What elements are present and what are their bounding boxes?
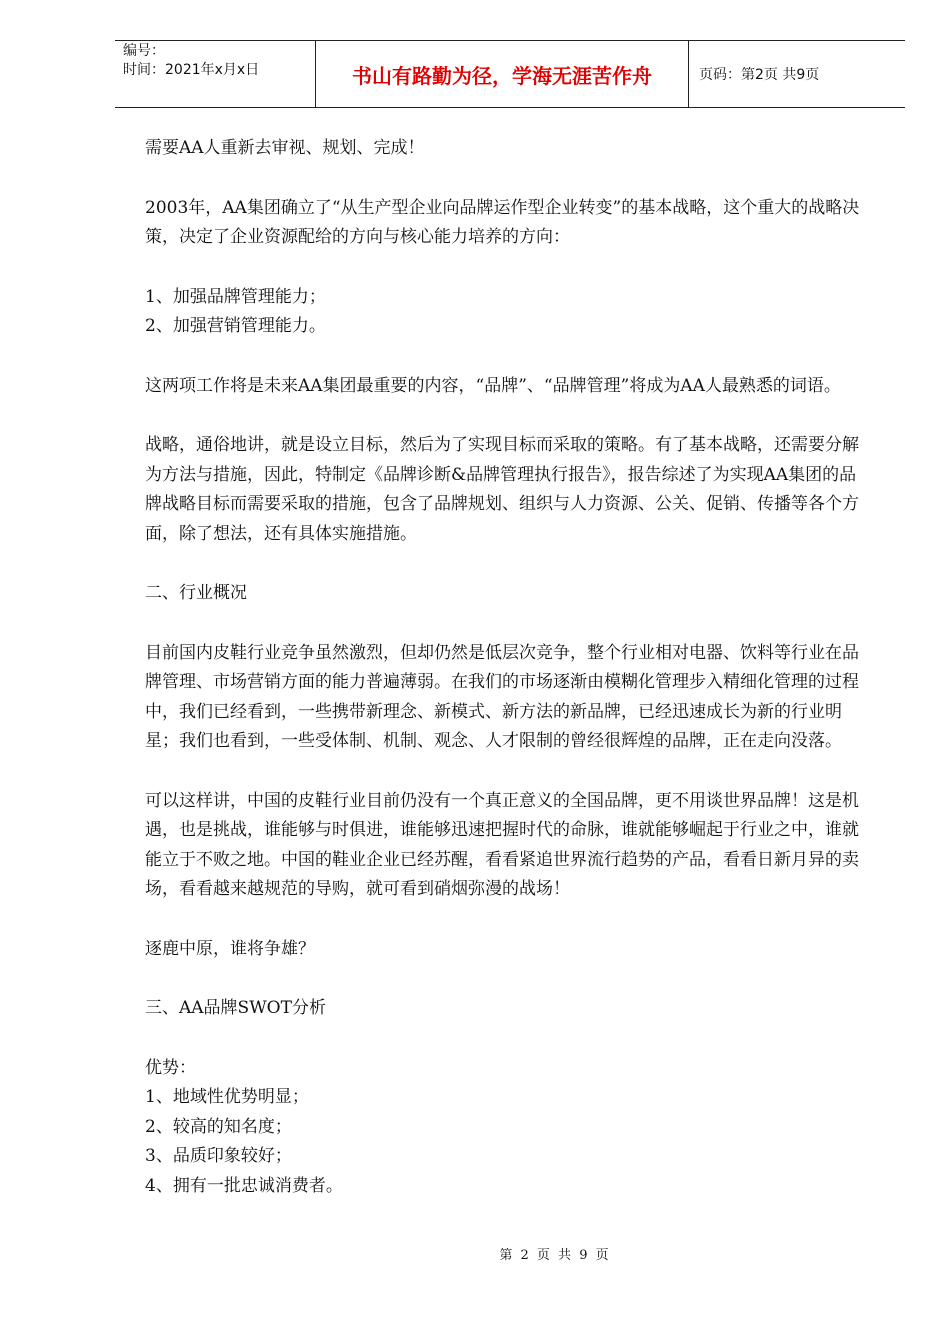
paragraph: 逐鹿中原，谁将争雄？ xyxy=(145,938,315,959)
document-body xyxy=(145,134,873,1201)
paragraph-spacer xyxy=(145,401,873,431)
paragraph: 4、拥有一批忠诚消费者。 xyxy=(145,1175,343,1196)
header-meta xyxy=(115,41,315,107)
page-footer: 第 2 页 共 9 页 xyxy=(499,1248,611,1263)
paragraph: 2、加强营销管理能力。 xyxy=(145,316,326,336)
document-time-label: 时间：2021年x月x日 xyxy=(123,62,260,78)
paragraph-spacer xyxy=(145,164,873,194)
paragraph-spacer xyxy=(145,342,873,372)
paragraph-spacer xyxy=(145,253,873,283)
paragraph: 3、品质印象较好； xyxy=(145,1146,292,1166)
paragraph: 1、地域性优势明显； xyxy=(145,1087,309,1107)
paragraph: 1、加强品牌管理能力； xyxy=(145,286,326,307)
paragraph: 优势： xyxy=(145,1057,196,1078)
paragraph: 三、AA品牌SWOT分析 xyxy=(145,998,326,1018)
paragraph-spacer xyxy=(145,905,873,935)
paragraph-spacer xyxy=(145,549,873,579)
paragraph: 可以这样讲，中国的皮鞋行业目前仍没有一个真正意义的全国品牌，更不用谈世界品牌！这是机遇，也是挑战，谁能够与时俱进，谁能够迅速把握时代的命脉，谁就能够崛起于行业之中，谁就能立于不败之地。中国的鞋业企业已经苏醒，看看紧追世界流行趋势的产品，看看日新月异的卖场，看看越来越规范的导购，就可看到硝烟弥漫的战场！ xyxy=(145,790,859,899)
document-number-label: 编号： xyxy=(123,43,165,59)
paragraph: 二、行业概况 xyxy=(145,583,247,603)
paragraph-spacer xyxy=(145,757,873,787)
page-header xyxy=(115,40,905,108)
paragraph: 2003年，AA集团确立了“从生产型企业向品牌运作型企业转变”的基本战略，这个重大的战略决策，决定了企业资源配给的方向与核心能力培养的方向： xyxy=(145,197,860,247)
paragraph: 这两项工作将是未来AA集团最重要的内容，“品牌”、“品牌管理”将成为AA人最熟悉的词语。 xyxy=(145,375,841,396)
paragraph-spacer xyxy=(145,964,873,994)
header-motto: 书山有路勤为径，学海无涯苦作舟 xyxy=(315,41,689,107)
paragraph: 战略，通俗地讲，就是设立目标，然后为了实现目标而采取的策略。有了基本战略，还需要分解为方法与措施，因此，特制定《品牌诊断&品牌管理执行报告》，报告综述了为实现AA集团的品牌战略目标而需要采取的措施，包含了品牌规划、组织与人力资源、公关、促销、传播等各个方面，除了想法，还有具体实施措施。 xyxy=(145,435,859,544)
header-page-number: 页码：第2页 共9页 xyxy=(699,67,820,83)
paragraph: 2、较高的知名度； xyxy=(145,1116,292,1137)
paragraph-spacer xyxy=(145,1024,873,1054)
paragraph-spacer xyxy=(145,609,873,639)
paragraph: 目前国内皮鞋行业竞争虽然激烈，但却仍然是低层次竞争，整个行业相对电器、饮料等行业在品牌管理、市场营销方面的能力普遍薄弱。在我们的市场逐渐由模糊化管理步入精细化管理的过程中，我们已经看到，一些携带新理念、新模式、新方法的新品牌，已经迅速成长为新的行业明星；我们也看到，一些受体制、机制、观念、人才限制的曾经很辉煌的品牌，正在走向没落。 xyxy=(145,642,859,751)
paragraph: 需要AA人重新去审视、规划、完成！ xyxy=(145,138,425,158)
